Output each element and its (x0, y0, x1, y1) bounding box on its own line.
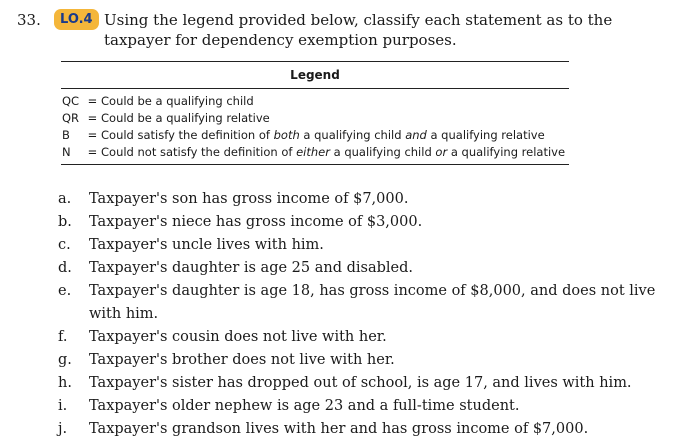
legend-code: N (62, 145, 71, 159)
statement-text: Taxpayer's niece has gross income of $3,000. (89, 214, 423, 230)
legend-equals: = (87, 145, 98, 159)
statement-letter: d. (58, 260, 72, 276)
legend-title: Legend (290, 68, 340, 82)
statement-letter: f. (58, 329, 68, 345)
statement-text: Taxpayer's grandson lives with her and has gross income of $7,000. (89, 421, 589, 437)
legend-text: a qualifying relative (426, 128, 545, 142)
statement-text: Taxpayer's son has gross income of $7,000. (89, 191, 409, 207)
statement-letter: i. (58, 398, 68, 414)
statement-item (58, 418, 658, 441)
legend-description (101, 127, 569, 144)
statement-letter: g. (58, 352, 72, 368)
legend-code: QR (62, 111, 80, 125)
legend-description (101, 110, 569, 127)
statement-item (58, 280, 658, 326)
statement-letter: b. (58, 214, 72, 230)
statement-letter: c. (58, 237, 71, 253)
legend-text: Could not satisfy the definition of (101, 145, 297, 159)
statement-item (58, 326, 658, 349)
legend-emphasis: or (435, 145, 448, 159)
statement-item (58, 211, 658, 234)
question-number: 33. (17, 11, 41, 29)
legend-row (61, 110, 569, 127)
statement-item (58, 257, 658, 280)
learning-objective-badge: LO.4 (54, 9, 99, 30)
statement-item (58, 234, 658, 257)
statement-text: Taxpayer's older nephew is age 23 and a full-time student. (89, 398, 520, 414)
legend-text: Could be a qualifying child (101, 94, 254, 108)
statement-text: Taxpayer's uncle lives with him. (89, 237, 324, 253)
legend-bottom-rule (61, 164, 569, 165)
legend-code: B (62, 128, 70, 142)
statement-letter: j. (58, 421, 68, 437)
legend-description (101, 144, 569, 161)
statement-item (58, 395, 658, 418)
legend-equals: = (87, 94, 98, 108)
legend-entries (61, 89, 569, 164)
legend-emphasis: both (273, 128, 300, 142)
legend-row (61, 93, 569, 110)
legend-row (61, 127, 569, 144)
statement-text: Taxpayer's daughter is age 25 and disabled. (89, 260, 414, 276)
legend-description (101, 93, 569, 110)
legend-box (61, 61, 569, 165)
legend-emphasis: and (405, 128, 427, 142)
legend-equals: = (87, 128, 98, 142)
statement-text: Taxpayer's daughter is age 18, has gross income of $8,000, and does not live with him. (89, 283, 656, 322)
legend-code: QC (62, 94, 80, 108)
legend-text: a qualifying child (299, 128, 406, 142)
statement-text: Taxpayer's brother does not live with her. (89, 352, 395, 368)
statement-item (58, 188, 658, 211)
statement-item (58, 349, 658, 372)
statement-list (58, 188, 658, 441)
legend-text: Could satisfy the definition of (101, 128, 274, 142)
legend-equals: = (87, 111, 98, 125)
legend-text: a qualifying relative (447, 145, 566, 159)
legend-text: a qualifying child (329, 145, 436, 159)
legend-row (61, 144, 569, 161)
statement-item (58, 372, 658, 395)
legend-emphasis: either (296, 145, 330, 159)
statement-letter: a. (58, 191, 72, 207)
statement-letter: e. (58, 283, 72, 299)
question-prompt: Using the legend provided below, classify each statement as to the taxpayer for dependency exemption purposes. (104, 11, 613, 49)
statement-text: Taxpayer's sister has dropped out of school, is age 17, and lives with him. (89, 375, 632, 391)
legend-text: Could be a qualifying relative (101, 111, 270, 125)
statement-text: Taxpayer's cousin does not live with her. (89, 329, 387, 345)
statement-letter: h. (58, 375, 72, 391)
